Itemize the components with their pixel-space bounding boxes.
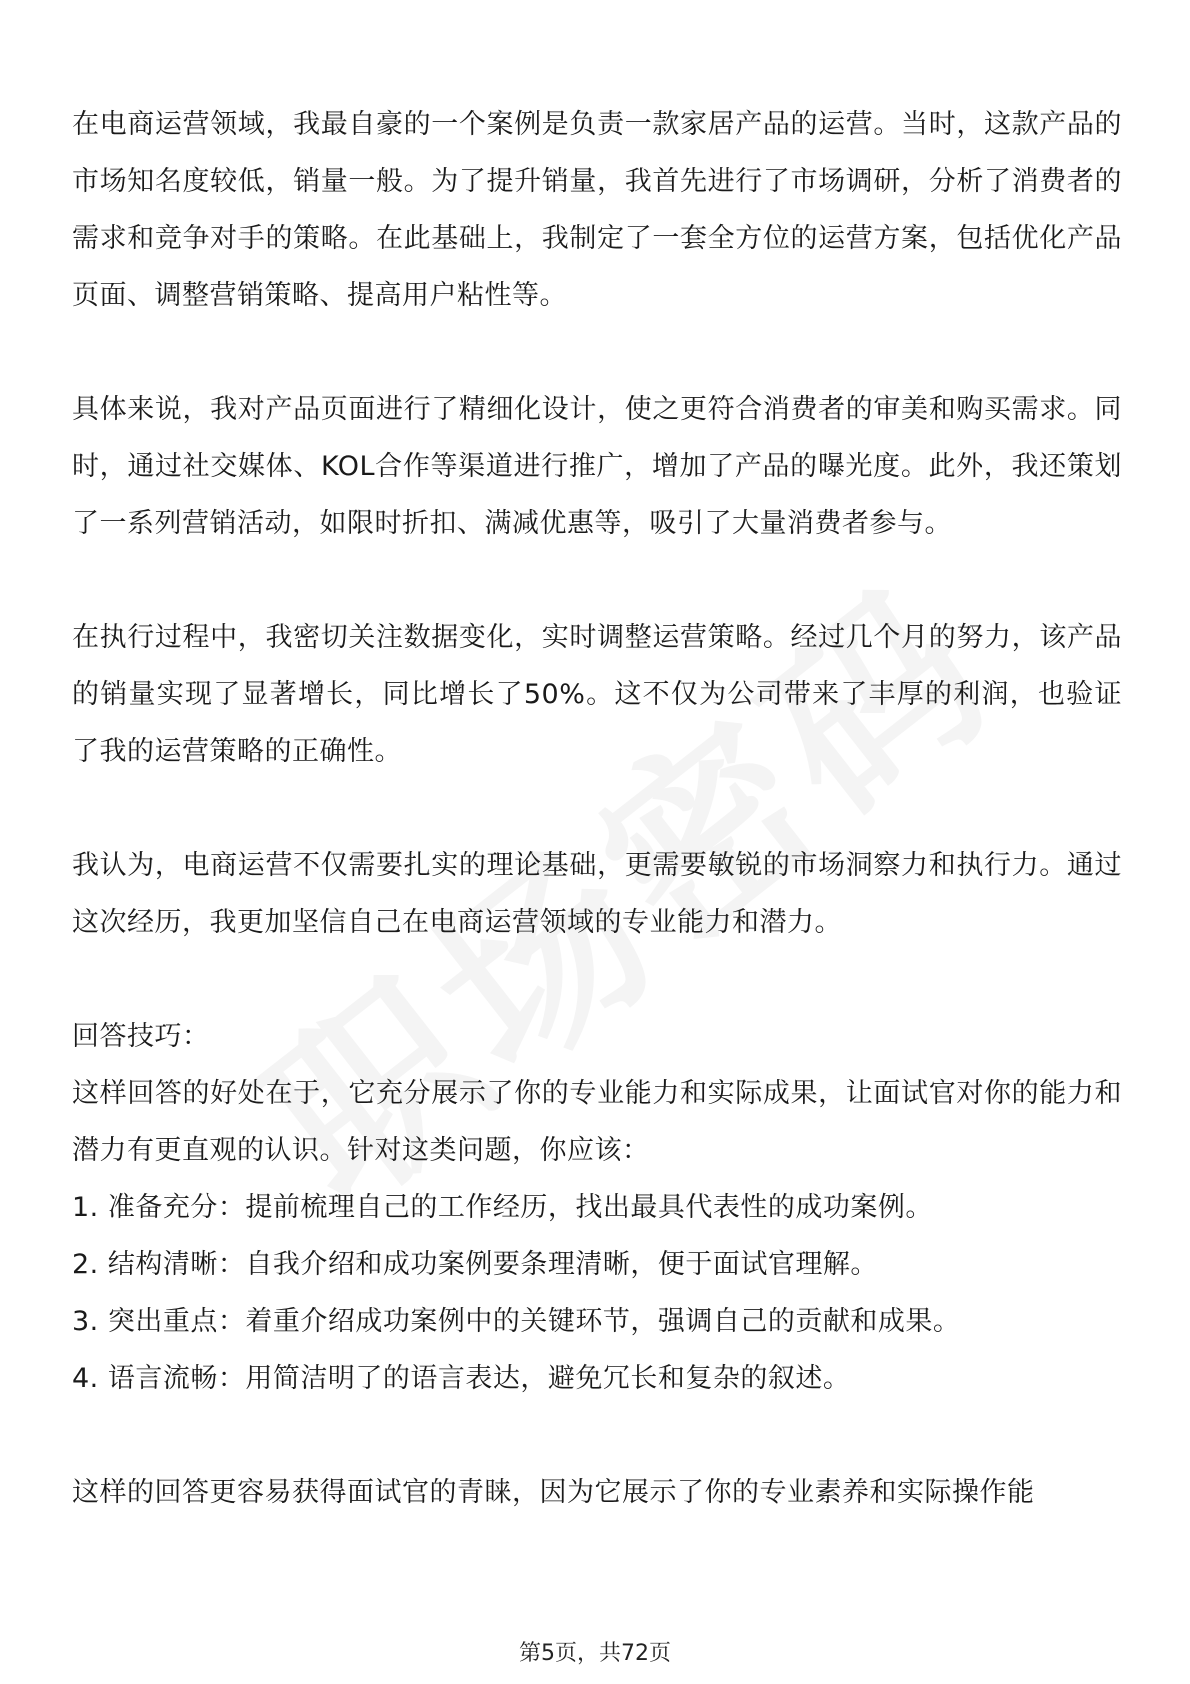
- document-body: [72, 96, 1122, 1521]
- paragraph-case-intro: 在电商运营领域，我最自豪的一个案例是负责一款家居产品的运营。当时，这款产品的市场知名度较低，销量一般。为了提升销量，我首先进行了市场调研，分析了消费者的需求和竞争对手的策略。在此基础上，我制定了一套全方位的运营方案，包括优化产品页面、调整营销策略、提高用户粘性等。: [72, 109, 1122, 311]
- answer-tips-section: [72, 1008, 1122, 1407]
- paragraph-reflection: 我认为，电商运营不仅需要扎实的理论基础，更需要敏锐的市场洞察力和执行力。通过这次经历，我更加坚信自己在电商运营领域的专业能力和潜力。: [72, 850, 1122, 938]
- paragraph-closing: 这样的回答更容易获得面试官的青睐，因为它展示了你的专业素养和实际操作能: [72, 1477, 1035, 1508]
- tips-list-item: 2. 结构清晰：自我介绍和成功案例要条理清晰，便于面试官理解。: [72, 1249, 878, 1280]
- tips-heading: 回答技巧：: [72, 1021, 210, 1052]
- tips-list-item: 3. 突出重点：着重介绍成功案例中的关键环节，强调自己的贡献和成果。: [72, 1306, 961, 1337]
- tips-list-item: 4. 语言流畅：用简洁明了的语言表达，避免冗长和复杂的叙述。: [72, 1363, 851, 1394]
- tips-intro: 这样回答的好处在于，它充分展示了你的专业能力和实际成果，让面试官对你的能力和潜力有更直观的认识。针对这类问题，你应该：: [72, 1078, 1122, 1166]
- tips-list: [72, 1179, 1122, 1407]
- page-number-footer: 第5页，共72页: [519, 1641, 671, 1666]
- paragraph-case-details: 具体来说，我对产品页面进行了精细化设计，使之更符合消费者的审美和购买需求。同时，通过社交媒体、KOL合作等渠道进行推广，增加了产品的曝光度。此外，我还策划了一系列营销活动，如限时折扣、满减优惠等，吸引了大量消费者参与。: [72, 394, 1122, 539]
- paragraph-case-results: 在执行过程中，我密切关注数据变化，实时调整运营策略。经过几个月的努力，该产品的销量实现了显著增长，同比增长了50%。这不仅为公司带来了丰厚的利润，也验证了我的运营策略的正确性。: [72, 622, 1122, 767]
- tips-list-item: 1. 准备充分：提前梳理自己的工作经历，找出最具代表性的成功案例。: [72, 1192, 933, 1223]
